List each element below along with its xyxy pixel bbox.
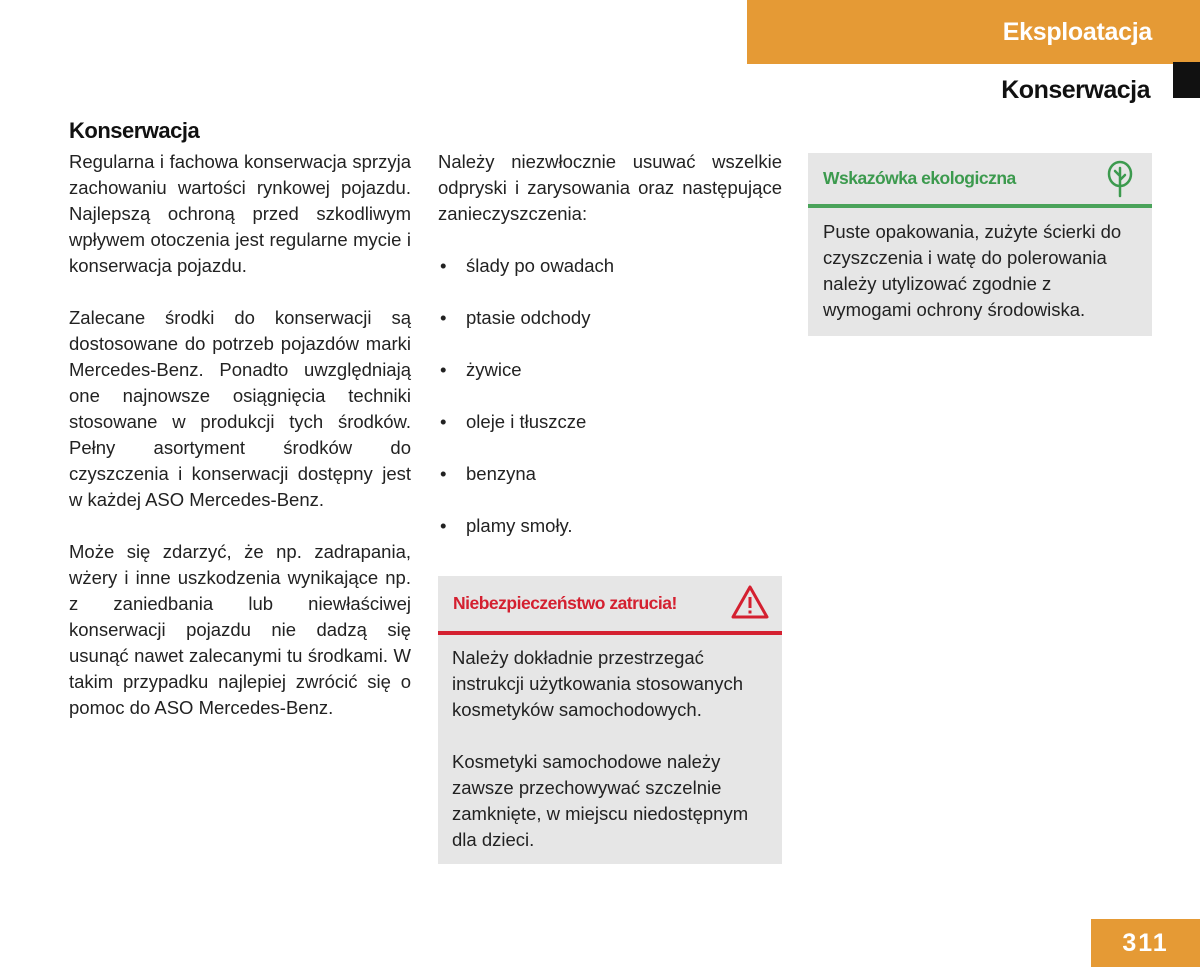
- list-item: • benzyna: [438, 461, 782, 487]
- section-tab-label: Eksploatacja: [1002, 17, 1152, 46]
- eco-tip-header: [808, 153, 1152, 208]
- list-item: • oleje i tłuszcze: [438, 409, 782, 435]
- eco-tip-text: Puste opakowania, zużyte ścierki do czyszczenia i watę do polerowania należy utylizować zgodnie z wymogami ochrony środowiska.: [823, 221, 1122, 320]
- section-tab: [747, 0, 1200, 64]
- middle-column: [438, 149, 782, 565]
- tree-icon: [1106, 160, 1134, 203]
- thumb-index-mark: [1173, 62, 1200, 98]
- page-number: 311: [1122, 928, 1169, 957]
- warning-paragraph: Należy dokładnie przestrzegać instrukcji użytkowania stosowanych kosmetyków samochodowych.: [452, 647, 743, 720]
- eco-tip-body: [808, 208, 1152, 323]
- list-item: • ptasie odchody: [438, 305, 782, 331]
- section-heading: Konserwacja: [69, 118, 200, 143]
- warning-paragraph: Kosmetyki samochodowe należy zawsze przechowywać szczelnie zamknięte, w miejscu niedostępnym dla dzieci.: [452, 751, 749, 850]
- eco-tip-title: Wskazówka ekologiczna: [823, 168, 1016, 188]
- paragraph: Może się zdarzyć, że np. zadrapania, wżery i inne uszkodzenia wynikające np. z zaniedbania lub niewłaściwej konserwacji pojazdu nie dadzą się usunąć nawet zalecanymi tu środkami. W takim przypadku najlepiej zwrócić się o pomoc do ASO Mercedes-Benz.: [69, 541, 411, 718]
- warning-header: [438, 576, 782, 635]
- eco-tip-box: [808, 153, 1152, 336]
- page-number-badge: [1091, 919, 1200, 967]
- warning-title: Niebezpieczeństwo zatrucia!: [453, 593, 677, 613]
- paragraph: Zalecane środki do konserwacji są dostosowane do potrzeb pojazdów marki Mercedes-Benz. Ponadto uwzględniają one najnowsze osiągnięcia techniki stosowane w produkcji tych środków. Pełny asortyment środków do czyszczenia i konserwacji dostępny jest w każdej ASO Mercedes-Benz.: [69, 307, 411, 510]
- paragraph: Regularna i fachowa konserwacja sprzyja zachowaniu wartości rynkowej pojazdu. Najlepszą ochroną przed szkodliwym wpływem otoczenia jest regularne mycie i konserwacja pojazdu.: [69, 151, 411, 276]
- contaminants-list: [438, 253, 782, 539]
- intro-paragraph: Należy niezwłocznie usuwać wszelkie odpryski i zarysowania oraz następujące zanieczyszczenia:: [438, 151, 782, 224]
- left-column: [69, 149, 411, 747]
- list-item: • żywice: [438, 357, 782, 383]
- warning-body: [438, 635, 782, 853]
- warning-box: [438, 576, 782, 864]
- warning-triangle-icon: [730, 584, 770, 625]
- page-subtitle: Konserwacja: [1001, 76, 1150, 104]
- list-item: • ślady po owadach: [438, 253, 782, 279]
- list-item: • plamy smoły.: [438, 513, 782, 539]
